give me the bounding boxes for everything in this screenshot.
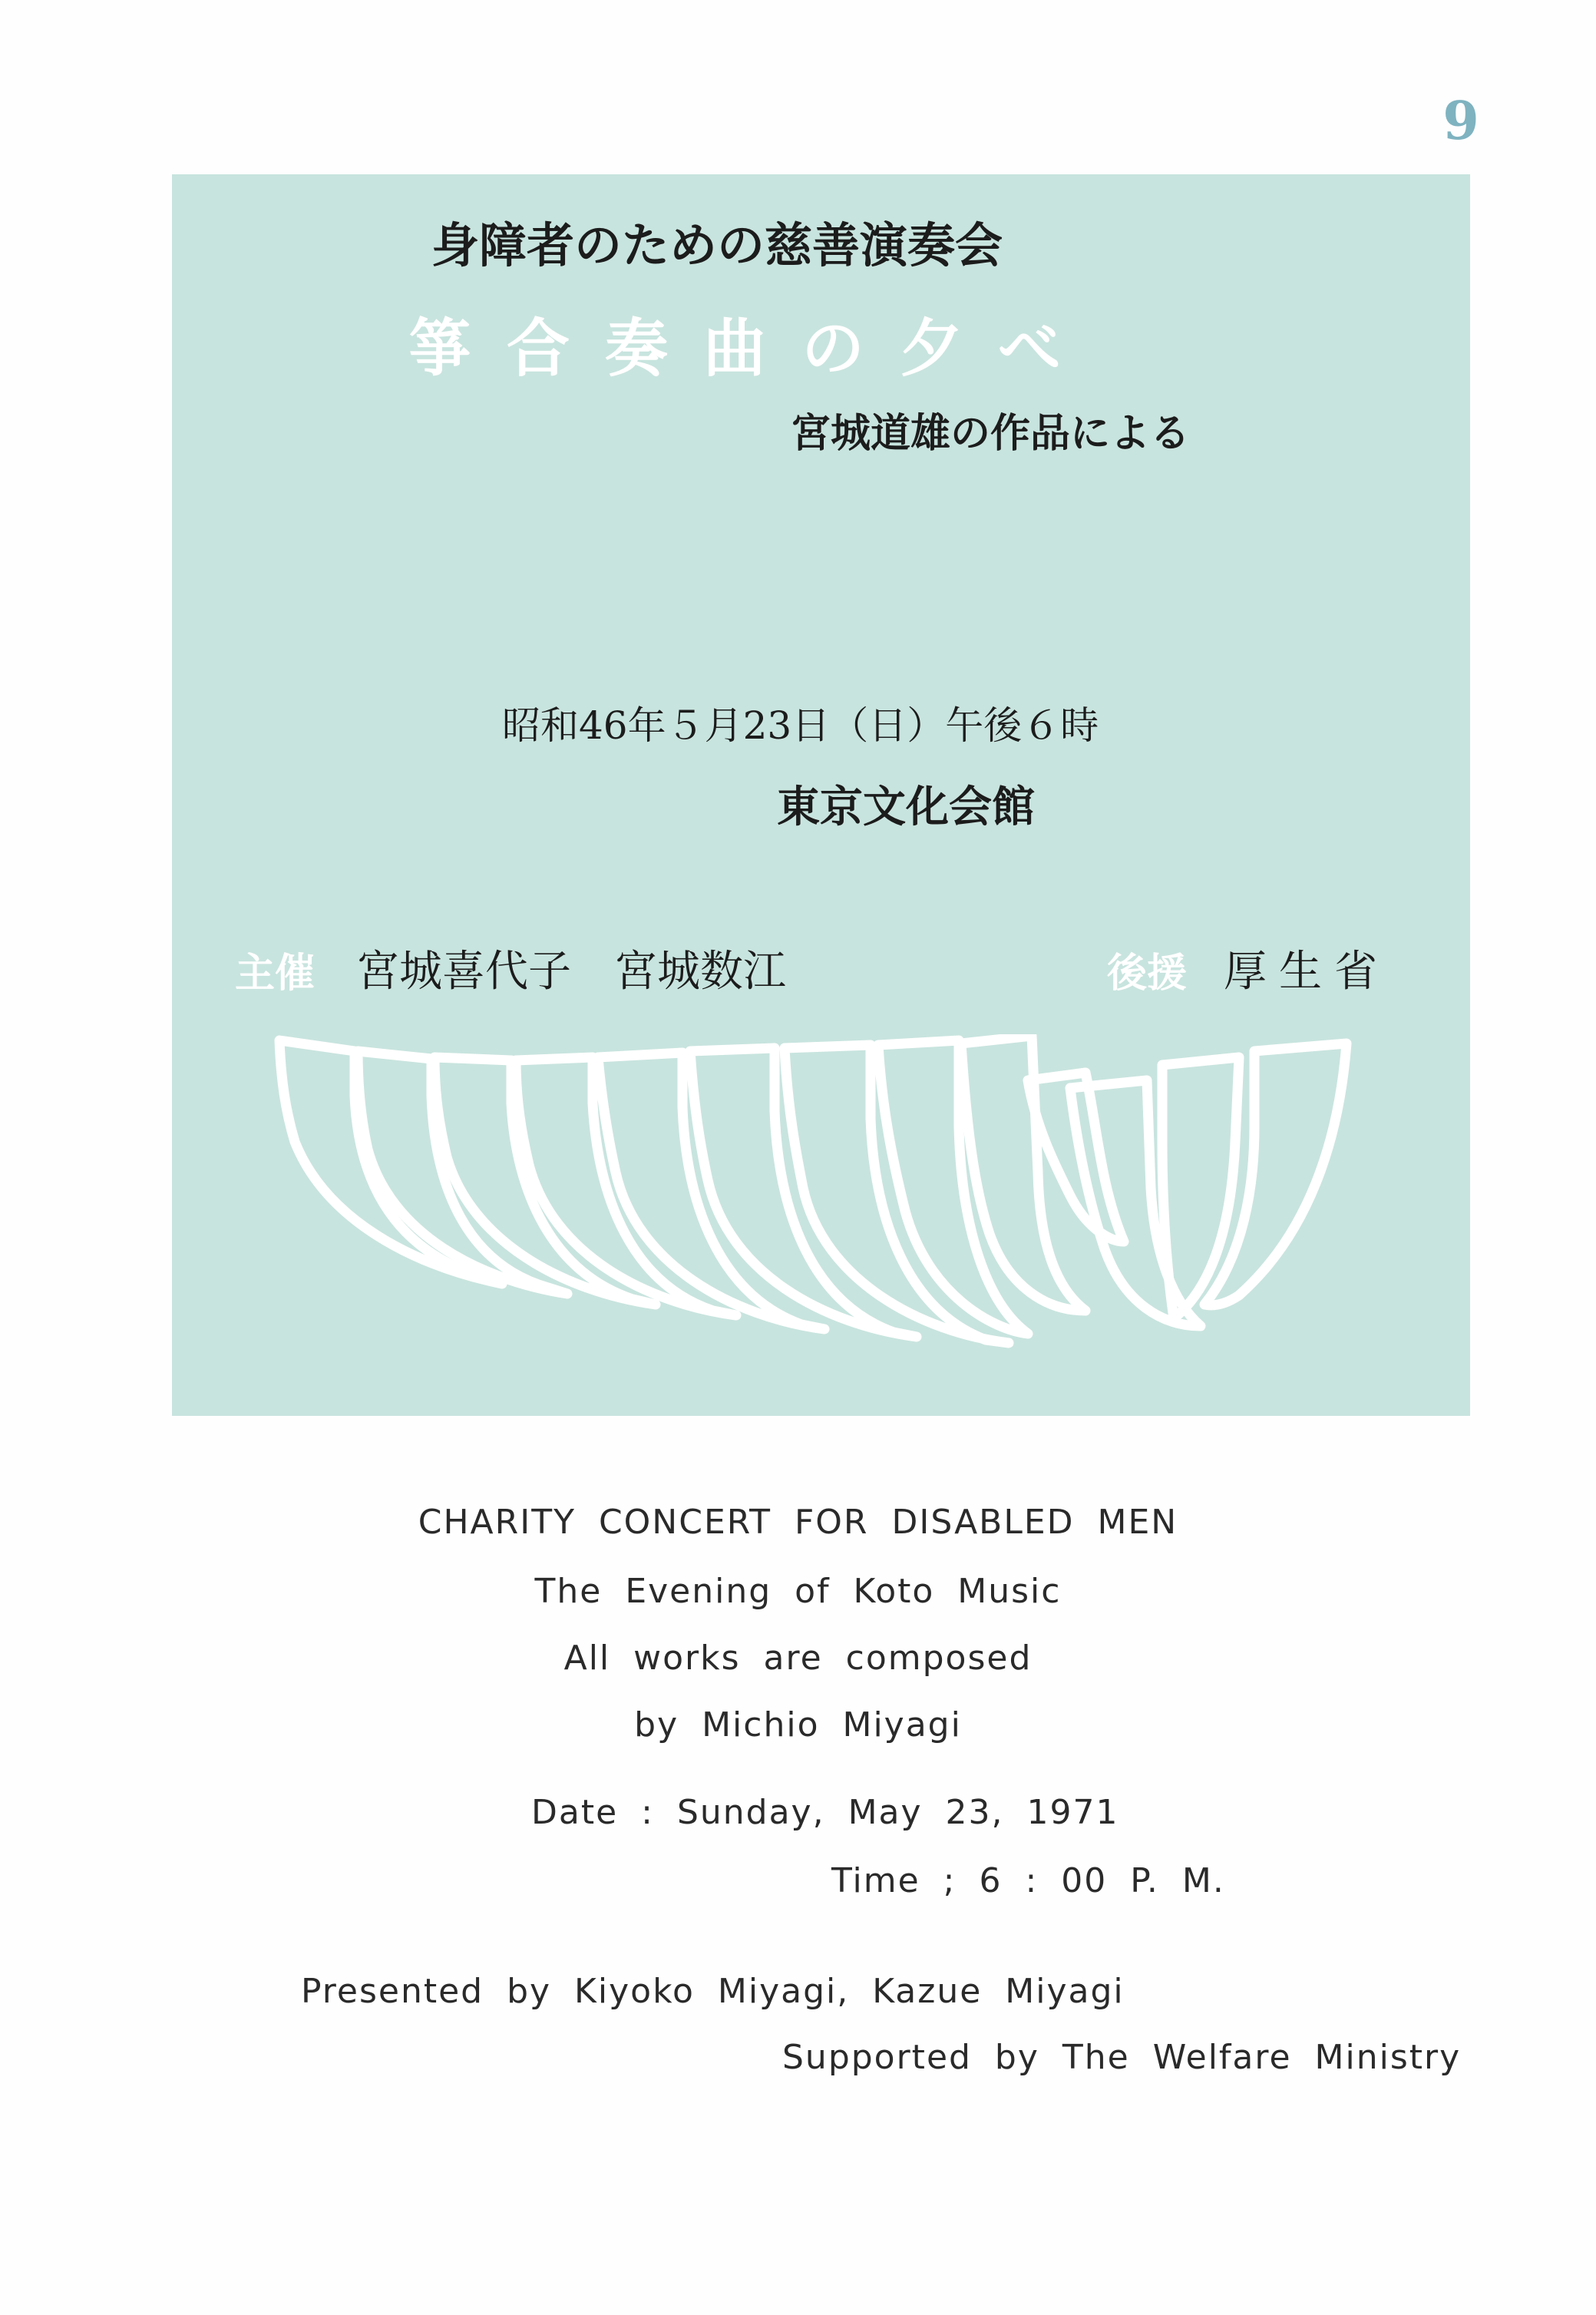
organizer-value: 宮城喜代子 宮城数江 xyxy=(356,947,786,997)
supporter-value: 厚生省 xyxy=(1224,947,1389,997)
supporter-label: 後援 xyxy=(1107,951,1188,997)
english-presented: Presented by Kiyoko Miyagi, Kazue Miyagi xyxy=(301,1972,1125,2011)
page-number: 9 xyxy=(1442,91,1479,152)
english-date: Date : Sunday, May 23, 1971 xyxy=(531,1793,1119,1832)
english-supported: Supported by The Welfare Ministry xyxy=(782,2038,1462,2077)
poster-byline: 宮城道雄の作品による xyxy=(791,411,1191,457)
concert-poster xyxy=(172,174,1470,1416)
english-line-3: All works are composed xyxy=(563,1639,1033,1678)
english-line-4: by Michio Miyagi xyxy=(634,1705,962,1745)
poster-date: 昭和46年５月23日（日）午後６時 xyxy=(502,703,1099,748)
english-line-2: The Evening of Koto Music xyxy=(534,1572,1062,1611)
koto-bridges-icon xyxy=(272,1034,1362,1357)
poster-venue: 東京文化会館 xyxy=(777,782,1035,832)
organizer-label: 主催 xyxy=(235,951,316,997)
poster-title: 箏合奏曲の夕べ xyxy=(408,313,1097,385)
english-time: Time ; 6 : 00 P. M. xyxy=(831,1861,1225,1900)
poster-subtitle: 身障者のための慈善演奏会 xyxy=(431,217,1003,273)
english-line-1: CHARITY CONCERT FOR DISABLED MEN xyxy=(418,1503,1178,1542)
